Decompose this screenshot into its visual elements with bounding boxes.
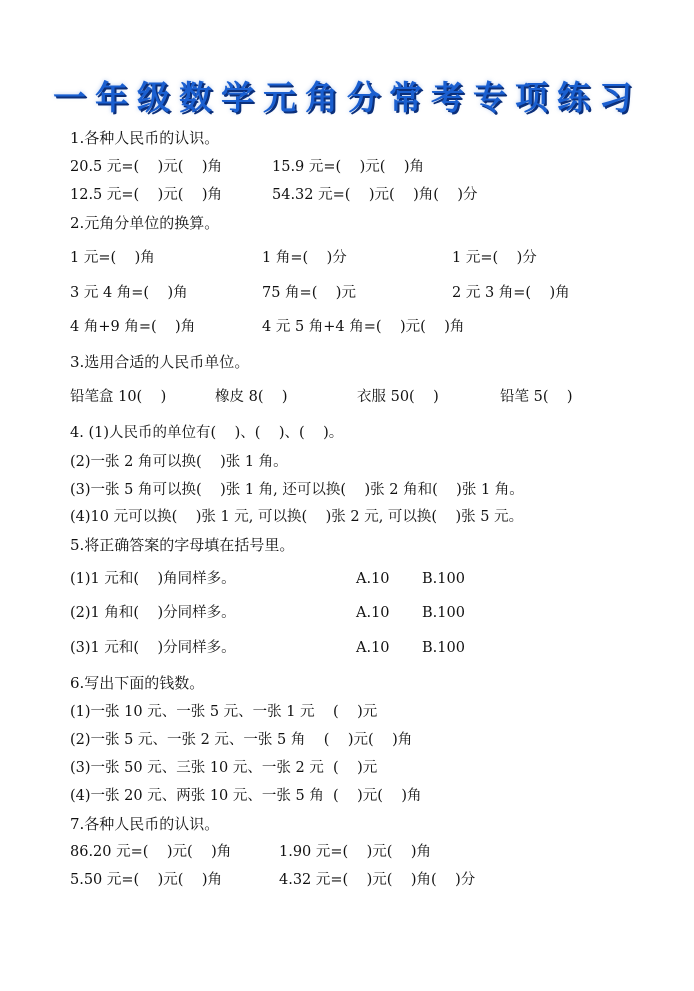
exercise-7-4: 4.32 元=( )元( )角( )分 xyxy=(279,872,476,888)
choice-question: (2)1 角和( )分同样多。 xyxy=(70,605,236,621)
exercise-2-c1: 4 角+9 角=( )角 xyxy=(70,319,196,335)
exercise-6-3: (3)一张 50 元、三张 10 元、一张 2 元 ( )元 xyxy=(70,760,378,776)
exercise-3-1: 铅笔盒 10( ) xyxy=(70,389,167,405)
section-6-heading: 6.写出下面的钱数。 xyxy=(70,674,205,692)
exercise-4-1: 4. (1)人民币的单位有( )、( )、( )。 xyxy=(70,425,344,441)
exercise-2-a3: 1 元=( )分 xyxy=(452,250,537,266)
section-2-heading: 2.元角分单位的换算。 xyxy=(70,214,220,232)
exercise-2-a1: 1 元=( )角 xyxy=(70,250,155,266)
section-1-heading: 1.各种人民币的认识。 xyxy=(70,129,220,147)
section-7-heading: 7.各种人民币的认识。 xyxy=(70,815,220,833)
exercise-7-3: 5.50 元=( )元( )角 xyxy=(70,872,223,888)
exercise-6-2: (2)一张 5 元、一张 2 元、一张 5 角 ( )元( )角 xyxy=(70,732,413,748)
exercise-7-2: 1.90 元=( )元( )角 xyxy=(279,844,432,860)
exercise-4-3: (3)一张 5 角可以换( )张 1 角, 还可以换( )张 2 角和( )张 1 角。 xyxy=(70,482,524,498)
exercise-3-3: 衣服 50( ) xyxy=(357,389,439,405)
exercise-6-1: (1)一张 10 元、一张 5 元、一张 1 元 ( )元 xyxy=(70,704,378,720)
choice-question: (1)1 元和( )角同样多。 xyxy=(70,571,236,587)
section-5-heading: 5.将正确答案的字母填在括号里。 xyxy=(70,536,295,554)
exercise-2-a2: 1 角=( )分 xyxy=(262,250,347,266)
exercise-3-2: 橡皮 8( ) xyxy=(215,389,288,405)
exercise-1-4: 54.32 元=( )元( )角( )分 xyxy=(272,187,478,203)
choice-question: (3)1 元和( )分同样多。 xyxy=(70,640,236,656)
choice-option-b: B.100 xyxy=(422,571,465,587)
exercise-1-2: 15.9 元=( )元( )角 xyxy=(272,159,425,175)
exercise-4-4: (4)10 元可以换( )张 1 元, 可以换( )张 2 元, 可以换( )张 5 元。 xyxy=(70,509,524,525)
choice-option-b: B.100 xyxy=(422,605,465,621)
exercise-6-4: (4)一张 20 元、两张 10 元、一张 5 角 ( )元( )角 xyxy=(70,788,422,804)
exercise-2-c2: 4 元 5 角+4 角=( )元( )角 xyxy=(262,319,465,335)
exercise-1-1: 20.5 元=( )元( )角 xyxy=(70,159,223,175)
exercise-7-1: 86.20 元=( )元( )角 xyxy=(70,844,232,860)
choice-option-a: A.10 xyxy=(356,605,390,621)
choice-option-a: A.10 xyxy=(356,571,390,587)
choice-option-b: B.100 xyxy=(422,640,465,656)
section-3-heading: 3.选用合适的人民币单位。 xyxy=(70,353,250,371)
exercise-2-b3: 2 元 3 角=( )角 xyxy=(452,285,570,301)
exercise-1-3: 12.5 元=( )元( )角 xyxy=(70,187,223,203)
exercise-4-2: (2)一张 2 角可以换( )张 1 角。 xyxy=(70,454,288,470)
choice-option-a: A.10 xyxy=(356,640,390,656)
exercise-3-4: 铅笔 5( ) xyxy=(500,389,573,405)
exercise-2-b1: 3 元 4 角=( )角 xyxy=(70,285,188,301)
page-title: 一年级数学元角分常考专项练习 xyxy=(53,78,641,117)
exercise-2-b2: 75 角=( )元 xyxy=(262,285,356,301)
